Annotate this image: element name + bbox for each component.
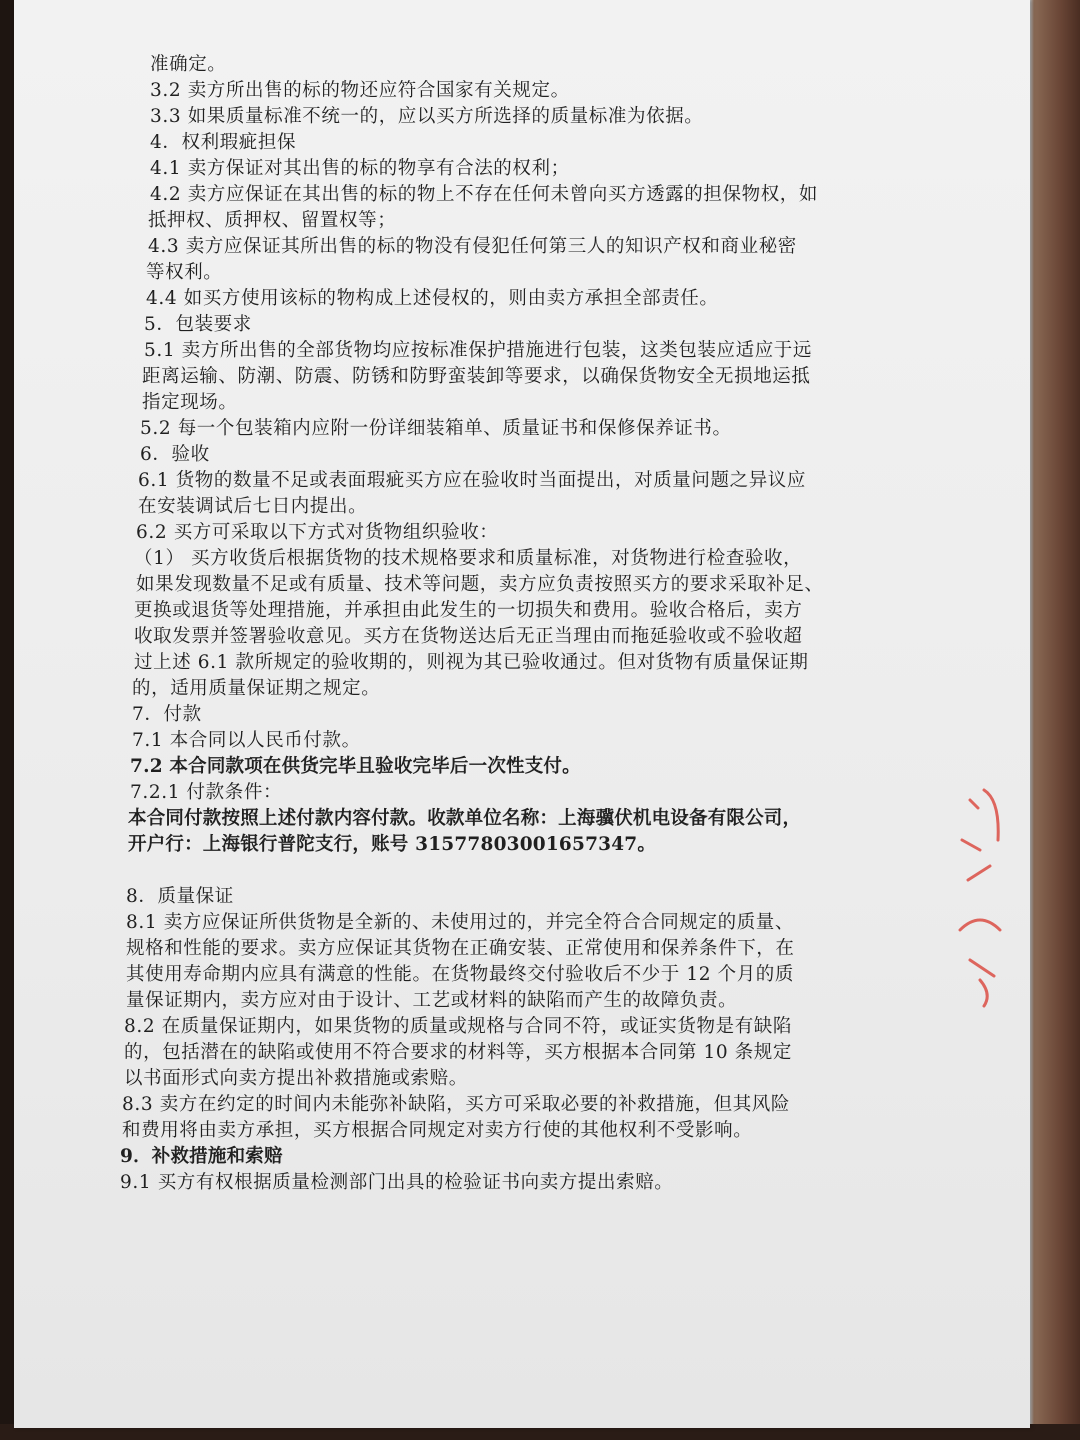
text-line: 其使用寿命期内应具有满意的性能。在货物最终交付验收后不少于 12 个月的质: [126, 964, 795, 985]
text-line: 3.2 卖方所出售的标的物还应符合国家有关规定。: [150, 80, 570, 101]
text-line: 本合同付款按照上述付款内容付款。收款单位名称：上海骥伏机电设备有限公司，: [128, 808, 802, 829]
text-line: 开户行：上海银行普陀支行，账号 31577803001657347。: [128, 834, 657, 855]
text-line: 4.1 卖方保证对其出售的标的物享有合法的权利；: [150, 158, 570, 179]
text-line: 4.2 卖方应保证在其出售的标的物上不存在任何未曾向买方透露的担保物权，如: [150, 184, 819, 205]
text-line: 更换或退货等处理措施，并承担由此发生的一切损失和费用。验收合格后，卖方: [134, 600, 803, 621]
document-body: [120, 52, 920, 1196]
text-line: 7．付款: [132, 704, 202, 725]
text-line: 6.2 买方可采取以下方式对货物组织验收：: [136, 522, 499, 543]
text-line: 量保证期内，卖方应对由于设计、工艺或材料的缺陷而产生的故障负责。: [126, 990, 738, 1011]
red-stamp-fragment: [940, 780, 1010, 1010]
text-line: 过上述 6.1 款所规定的验收期的，则视为其已验收通过。但对货物有质量保证期: [134, 652, 809, 673]
text-line: 规格和性能的要求。卖方应保证其货物在正确安装、正常使用和保养条件下，在: [126, 938, 795, 959]
text-line: 8.3 卖方在约定的时间内未能弥补缺陷，买方可采取必要的补救措施，但其风险: [122, 1094, 791, 1115]
text-line: 指定现场。: [142, 392, 238, 413]
text-line: 收取发票并签署验收意见。买方在货物送达后无正当理由而拖延验收或不验收超: [134, 626, 803, 647]
text-line: 9．补救措施和索赔: [120, 1146, 283, 1167]
text-line: 距离运输、防潮、防震、防锈和防野蛮装卸等要求，以确保货物安全无损地运抵: [142, 366, 811, 387]
text-line: 5.1 卖方所出售的全部货物均应按标准保护措施进行包装，这类包装应适应于远: [144, 340, 813, 361]
text-line: 6．验收: [140, 444, 210, 465]
text-line: 8．质量保证: [126, 886, 234, 907]
text-line: （1） 买方收货后根据货物的技术规格要求和质量标准，对货物进行检查验收，: [134, 548, 803, 569]
text-line: 5.2 每一个包装箱内应附一份详细装箱单、质量证书和保修保养证书。: [140, 418, 732, 439]
text-line: 如果发现数量不足或有质量、技术等问题，卖方应负责按照买方的要求采取补足、: [136, 574, 824, 595]
text-line: 准确定。: [150, 54, 227, 75]
text-line: 4.4 如买方使用该标的物构成上述侵权的，则由卖方承担全部责任。: [146, 288, 719, 309]
text-line: 5．包装要求: [144, 314, 252, 335]
text-line: 7.2 本合同款项在供货完毕且验收完毕后一次性支付。: [130, 756, 581, 777]
text-line: 6.1 货物的数量不足或表面瑕疵买方应在验收时当面提出，对质量问题之异议应: [138, 470, 807, 491]
text-line: 的，适用质量保证期之规定。: [132, 678, 381, 699]
text-line: 9.1 买方有权根据质量检测部门出具的检验证书向卖方提出索赔。: [120, 1172, 674, 1193]
text-line: 8.2 在质量保证期内，如果货物的质量或规格与合同不符，或证实货物是有缺陷: [124, 1016, 793, 1037]
text-line: 等权利。: [146, 262, 223, 283]
text-line: 4．权利瑕疵担保: [150, 132, 297, 153]
text-line: 的，包括潜在的缺陷或使用不符合要求的材料等，买方根据本合同第 10 条规定: [124, 1042, 793, 1063]
text-line: 3.3 如果质量标准不统一的，应以买方所选择的质量标准为依据。: [150, 106, 704, 127]
text-line: 抵押权、质押权、留置权等；: [148, 210, 397, 231]
text-line: [128, 858, 920, 884]
text-line: 和费用将由卖方承担，买方根据合同规定对卖方行使的其他权利不受影响。: [122, 1120, 753, 1141]
text-line: 7.1 本合同以人民币付款。: [132, 730, 361, 751]
text-line: 7.2.1 付款条件：: [130, 782, 283, 803]
table-edge-shadow: [0, 0, 14, 1440]
text-line: 以书面形式向卖方提出补救措施或索赔。: [124, 1068, 468, 1089]
text-line: 8.1 卖方应保证所供货物是全新的、未使用过的，并完全符合合同规定的质量、: [126, 912, 795, 933]
document-page: [14, 0, 1030, 1428]
text-line: 4.3 卖方应保证其所出售的标的物没有侵犯任何第三人的知识产权和商业秘密: [148, 236, 797, 257]
text-line: 在安装调试后七日内提出。: [138, 496, 368, 517]
